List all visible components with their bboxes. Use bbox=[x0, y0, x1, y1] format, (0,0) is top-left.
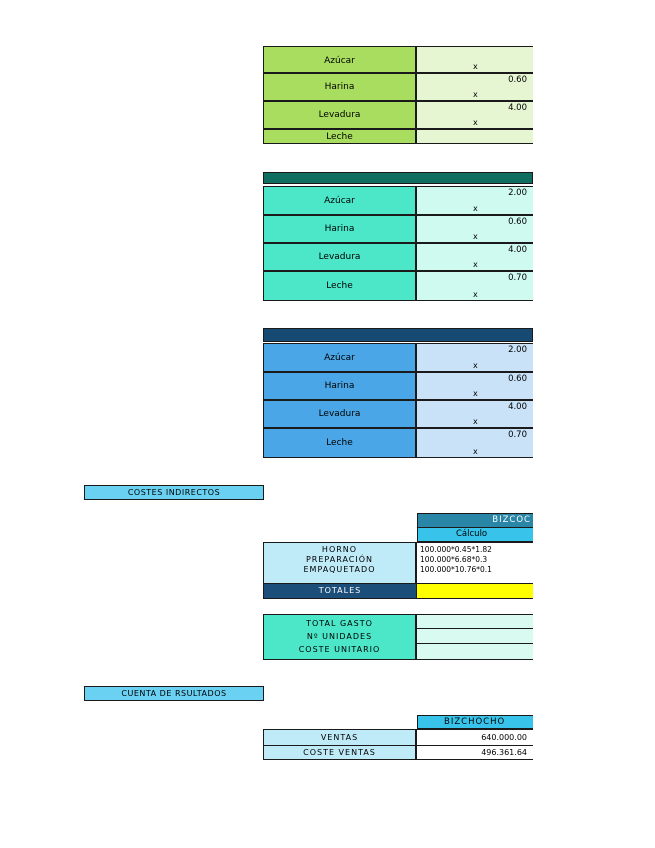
ingredient-value-cell bbox=[417, 372, 533, 400]
multiply-marker: x bbox=[473, 417, 478, 426]
ingredient-value: 0.60 bbox=[508, 217, 527, 227]
cost-labels-block bbox=[263, 542, 417, 584]
results-label-ventas: VENTAS bbox=[264, 731, 415, 746]
table-row bbox=[263, 215, 533, 243]
results-value-ventas: 640.000.00 bbox=[417, 731, 533, 746]
ingredient-value: 0.60 bbox=[508, 374, 527, 384]
ingredient-label: Levadura bbox=[263, 101, 417, 129]
multiply-marker: x bbox=[473, 260, 478, 269]
indirect-costs-table bbox=[263, 513, 533, 601]
summary-labels-block bbox=[263, 614, 417, 660]
ingredient-label: Azúcar bbox=[263, 343, 417, 372]
summary-value-1 bbox=[417, 614, 533, 629]
cost-summary-table bbox=[263, 614, 533, 660]
table-row bbox=[263, 186, 533, 215]
ingredient-value: 0.70 bbox=[508, 430, 527, 440]
multiply-marker: x bbox=[473, 389, 478, 398]
ingredient-value-cell bbox=[417, 186, 533, 215]
section-title-costes-indirectos: COSTES INDIRECTOS bbox=[84, 485, 264, 500]
ingredient-label: Leche bbox=[263, 428, 417, 458]
table-row bbox=[263, 46, 533, 73]
calc-values-block bbox=[417, 542, 533, 584]
table-row bbox=[263, 129, 533, 144]
cost-label-preparacion: PREPARACIÓN bbox=[305, 555, 373, 564]
summary-value-3 bbox=[417, 644, 533, 660]
ingredient-value-cell bbox=[417, 271, 533, 301]
table-row bbox=[263, 73, 533, 101]
ingredient-label: Harina bbox=[263, 215, 417, 243]
ingredient-label: Leche bbox=[263, 129, 417, 144]
ingredients-table-green bbox=[263, 56, 533, 144]
multiply-marker: x bbox=[473, 361, 478, 370]
calc-formula-preparacion: 100.000*6.68*0.3 bbox=[420, 555, 488, 564]
multiply-marker: x bbox=[473, 204, 478, 213]
ingredient-value: 2.00 bbox=[508, 345, 527, 355]
table-row bbox=[263, 372, 533, 400]
ingredient-value: 4.00 bbox=[508, 402, 527, 412]
results-labels-block bbox=[263, 729, 417, 760]
ingredient-label: Harina bbox=[263, 372, 417, 400]
calc-formula-empaquetado: 100.000*10.76*0.1 bbox=[420, 565, 492, 574]
results-table bbox=[263, 715, 533, 761]
cost-label-empaquetado: EMPAQUETADO bbox=[303, 565, 376, 574]
table-row bbox=[263, 428, 533, 458]
multiply-marker: x bbox=[473, 62, 478, 71]
ingredient-value: 2.00 bbox=[508, 188, 527, 198]
ingredient-label: Leche bbox=[263, 271, 417, 301]
table-row bbox=[263, 243, 533, 271]
table-row bbox=[263, 400, 533, 428]
results-label-coste-ventas: COSTE VENTAS bbox=[303, 748, 376, 757]
ingredient-value: 0.70 bbox=[508, 273, 527, 283]
ingredient-label: Azúcar bbox=[263, 186, 417, 215]
summary-label-coste-unitario: COSTE UNITARIO bbox=[298, 645, 381, 654]
multiply-marker: x bbox=[473, 90, 478, 99]
ingredient-value-cell bbox=[417, 343, 533, 372]
ingredient-value: 4.00 bbox=[508, 103, 527, 113]
calc-header: Cálculo bbox=[417, 528, 533, 542]
ingredient-value: 4.00 bbox=[508, 245, 527, 255]
table-row bbox=[263, 343, 533, 372]
multiply-marker: x bbox=[473, 447, 478, 456]
ingredient-value-cell bbox=[417, 46, 533, 73]
table-row bbox=[263, 101, 533, 129]
totales-label: TOTALES bbox=[263, 584, 417, 599]
ingredient-value-cell bbox=[417, 215, 533, 243]
ingredient-value-cell bbox=[417, 400, 533, 428]
ingredient-label: Levadura bbox=[263, 400, 417, 428]
ingredient-value-cell bbox=[417, 73, 533, 101]
ingredient-label: Levadura bbox=[263, 243, 417, 271]
summary-label-unidades: Nº UNIDADES bbox=[306, 632, 373, 641]
table-header-bar bbox=[263, 172, 533, 184]
multiply-marker: x bbox=[473, 290, 478, 299]
cost-label-horno: HORNO bbox=[321, 545, 358, 554]
summary-label-total-gasto: TOTAL GASTO bbox=[306, 619, 373, 628]
ingredient-value-cell bbox=[417, 428, 533, 458]
multiply-marker: x bbox=[473, 118, 478, 127]
ingredients-table-blue bbox=[263, 328, 533, 458]
section-title-cuenta-resultados: CUENTA DE RSULTADOS bbox=[84, 686, 264, 701]
summary-value-2 bbox=[417, 629, 533, 644]
multiply-marker: x bbox=[473, 232, 478, 241]
ingredient-value-cell bbox=[417, 243, 533, 271]
calc-formula-horno: 100.000*0.45*1.82 bbox=[420, 545, 492, 554]
ingredient-label: Azúcar bbox=[263, 46, 417, 73]
product-header: BIZCOC bbox=[417, 513, 533, 528]
ingredient-value: 0.60 bbox=[508, 75, 527, 85]
results-product-header: BIZCHOCHO bbox=[417, 715, 533, 729]
ingredient-value-cell bbox=[417, 101, 533, 129]
results-value-coste-ventas: 496.361.64 bbox=[481, 748, 527, 757]
ingredients-table-teal bbox=[263, 172, 533, 302]
ingredient-value-cell bbox=[417, 129, 533, 144]
results-values-block bbox=[417, 729, 533, 760]
table-row bbox=[263, 271, 533, 301]
ingredient-label: Harina bbox=[263, 73, 417, 101]
totales-value bbox=[417, 584, 533, 599]
table-header-bar bbox=[263, 328, 533, 342]
